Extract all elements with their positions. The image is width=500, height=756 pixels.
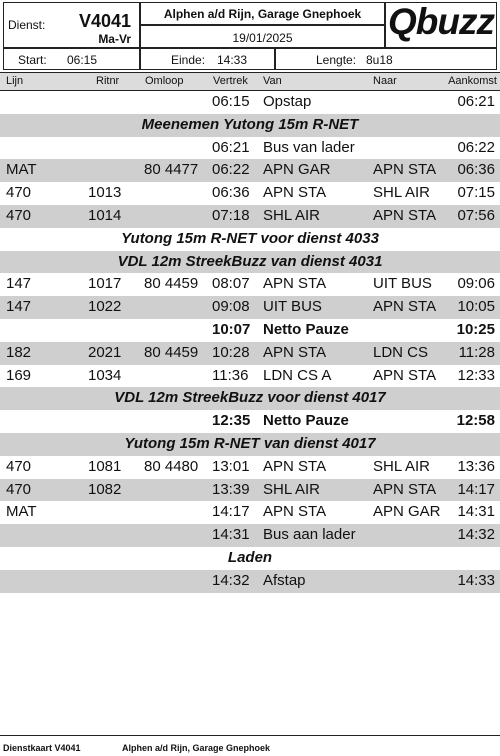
einde-value: 14:33 [217, 53, 248, 67]
aankomst-cell: 14:31 [457, 503, 495, 521]
table-row [0, 205, 500, 228]
col-lijn: Lijn [6, 75, 24, 87]
vertrek-cell: 08:07 [212, 275, 250, 293]
table-row [0, 319, 500, 342]
vertrek-cell: 06:36 [212, 184, 250, 202]
naar-cell: APN STA [373, 206, 437, 224]
lijn-cell: MAT [6, 161, 37, 179]
aankomst-cell: 06:22 [457, 138, 495, 156]
omloop-cell: 80 4477 [144, 161, 199, 179]
ritnr-cell: 2021 [88, 343, 122, 361]
van-cell: Netto Pauze [263, 412, 349, 430]
aankomst-cell: 14:17 [457, 480, 495, 498]
vertrek-cell: 12:35 [212, 412, 251, 430]
ritnr-cell: 1081 [88, 457, 122, 475]
ritnr-cell: 1034 [88, 366, 122, 384]
vertrek-cell: 14:32 [212, 571, 250, 589]
aankomst-cell: 10:05 [457, 298, 495, 316]
aankomst-cell: 10:25 [456, 320, 495, 338]
van-cell: Opstap [263, 93, 312, 110]
omloop-cell: 80 4480 [144, 457, 199, 475]
aankomst-cell: 09:06 [457, 275, 495, 293]
aankomst-cell: 11:28 [458, 343, 495, 361]
dienst-cell [3, 2, 140, 48]
start-label: Start: [18, 53, 47, 67]
aankomst-cell: 07:56 [457, 206, 495, 224]
van-cell: APN GAR [263, 161, 331, 179]
aankomst-cell: 12:58 [456, 412, 495, 430]
table-row [0, 342, 500, 365]
van-cell: Bus aan lader [263, 526, 356, 544]
van-cell: APN STA [263, 184, 327, 202]
vertrek-cell: 13:01 [212, 457, 250, 475]
naar-cell: UIT BUS [373, 275, 432, 293]
vertrek-cell: 14:31 [212, 526, 250, 544]
omloop-cell: 80 4459 [144, 275, 199, 293]
dienst-number: V4041 [78, 11, 131, 31]
table-row [0, 273, 500, 296]
vertrek-cell: 07:18 [212, 206, 250, 224]
van-cell: Afstap [263, 571, 306, 589]
ritnr-cell: 1013 [88, 184, 122, 202]
aankomst-cell: 06:21 [457, 93, 495, 110]
table-row [0, 296, 500, 319]
garage-name: Alphen a/d Rijn, Garage Gnephoek [163, 7, 362, 21]
lijn-cell: MAT [6, 503, 37, 521]
aankomst-cell: 13:36 [457, 457, 495, 475]
garage-cell [140, 2, 385, 25]
service-date: 19/01/2025 [232, 31, 293, 45]
omloop-cell: 80 4459 [144, 343, 199, 361]
table-row [0, 479, 500, 502]
lijn-cell: 182 [6, 343, 32, 361]
vertrek-cell: 11:36 [212, 366, 249, 384]
naar-cell: APN GAR [373, 503, 441, 521]
lijn-cell: 470 [6, 457, 32, 475]
einde-cell [140, 48, 275, 70]
van-cell: APN STA [263, 275, 327, 293]
table-row [0, 91, 500, 114]
einde-label: Einde: [171, 53, 206, 67]
table-row [0, 570, 500, 593]
naar-cell: APN STA [373, 161, 437, 179]
ritnr-cell: 1022 [88, 298, 122, 316]
lengte-value: 8u18 [366, 53, 393, 67]
aankomst-cell: 14:33 [457, 571, 495, 589]
vertrek-cell: 10:28 [212, 343, 250, 361]
start-cell [3, 48, 140, 70]
van-cell: UIT BUS [263, 298, 322, 316]
table-row [0, 524, 500, 547]
section-row [0, 387, 500, 410]
ritnr-cell: 1082 [88, 480, 122, 498]
col-ritnr: Ritnr [96, 75, 120, 87]
ritnr-cell: 1017 [88, 275, 122, 293]
card-header [3, 2, 497, 72]
col-aankomst: Aankomst [448, 75, 497, 87]
lengte-cell [275, 48, 497, 70]
column-header-row [0, 72, 500, 91]
van-cell: SHL AIR [263, 480, 320, 498]
col-omloop: Omloop [145, 75, 184, 87]
van-cell: APN STA [263, 503, 327, 521]
page-footer [0, 735, 500, 756]
dienst-label: Dienst: [8, 18, 46, 32]
lijn-cell: 470 [6, 184, 32, 202]
start-value: 06:15 [67, 53, 98, 67]
table-row [0, 137, 500, 160]
col-vertrek: Vertrek [213, 75, 248, 87]
table-row [0, 182, 500, 205]
col-van: Van [263, 75, 282, 87]
table-row [0, 501, 500, 524]
section-title: VDL 12m StreekBuzz voor dienst 4017 [114, 389, 386, 407]
vertrek-cell: 06:15 [212, 93, 250, 110]
section-row [0, 433, 500, 456]
date-cell [140, 25, 385, 48]
section-row [0, 114, 500, 137]
footer-card-id: Dienstkaart V4041 [3, 743, 81, 753]
naar-cell: APN STA [373, 366, 437, 384]
aankomst-cell: 07:15 [457, 184, 495, 202]
col-naar: Naar [373, 75, 397, 87]
lengte-label: Lengte: [316, 53, 357, 67]
section-row [0, 251, 500, 274]
vertrek-cell: 06:22 [212, 161, 250, 179]
van-cell: LDN CS A [263, 366, 332, 384]
van-cell: APN STA [263, 343, 327, 361]
section-title: Yutong 15m R-NET van dienst 4017 [124, 434, 376, 452]
lijn-cell: 147 [6, 298, 32, 316]
qbuzz-logo: Qbuzz [388, 1, 494, 42]
van-cell: SHL AIR [263, 206, 320, 224]
naar-cell: APN STA [373, 480, 437, 498]
aankomst-cell: 14:32 [457, 526, 495, 544]
naar-cell: SHL AIR [373, 457, 430, 475]
section-title: Meenemen Yutong 15m R-NET [141, 115, 359, 133]
naar-cell: LDN CS [373, 343, 429, 361]
footer-garage: Alphen a/d Rijn, Garage Gnephoek [122, 743, 271, 753]
van-cell: Netto Pauze [263, 320, 349, 338]
naar-cell: SHL AIR [373, 184, 430, 202]
lijn-cell: 169 [6, 366, 32, 384]
section-row [0, 228, 500, 251]
van-cell: APN STA [263, 457, 327, 475]
section-title: Yutong 15m R-NET voor dienst 4033 [121, 229, 379, 247]
logo-cell [385, 2, 497, 48]
table-row [0, 456, 500, 479]
schedule-table [0, 91, 500, 593]
naar-cell: APN STA [373, 298, 437, 316]
lijn-cell: 470 [6, 480, 32, 498]
lijn-cell: 147 [6, 275, 32, 293]
dienst-days: Ma-Vr [98, 32, 131, 46]
table-row [0, 410, 500, 433]
vertrek-cell: 14:17 [212, 503, 250, 521]
lijn-cell: 470 [6, 206, 32, 224]
ritnr-cell: 1014 [88, 206, 122, 224]
aankomst-cell: 12:33 [457, 366, 495, 384]
section-row [0, 547, 500, 570]
vertrek-cell: 13:39 [212, 480, 250, 498]
section-title: VDL 12m StreekBuzz van dienst 4031 [117, 252, 383, 270]
table-row [0, 365, 500, 388]
table-row [0, 159, 500, 182]
vertrek-cell: 06:21 [212, 138, 250, 156]
vertrek-cell: 10:07 [212, 320, 251, 338]
van-cell: Bus van lader [263, 138, 355, 156]
vertrek-cell: 09:08 [212, 298, 250, 316]
aankomst-cell: 06:36 [457, 161, 495, 179]
section-title: Laden [227, 548, 273, 566]
